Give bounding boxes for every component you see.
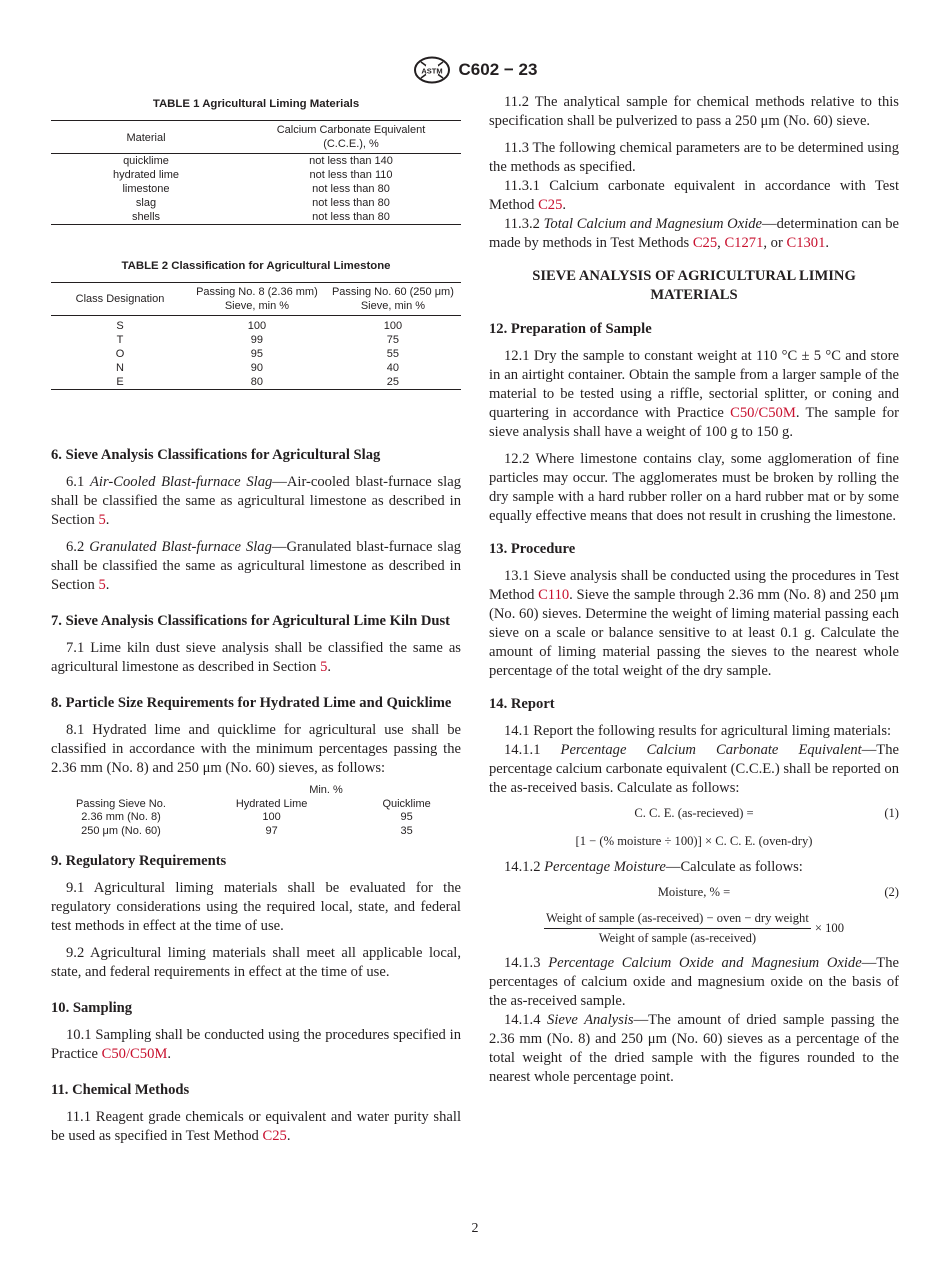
- para-9-1: 9.1 Agricultural liming materials shall be evaluated for the regulatory considerations using the required local, state, and federal test methods in effect at the time of use.: [51, 880, 461, 934]
- section10-heading: 10. Sampling: [51, 1000, 133, 1016]
- table-cell: quicklime: [123, 155, 169, 167]
- para-11-2: 11.2 The analytical sample for chemical methods relative to this specification shall be pulverized to pass a 250 μm (No. 60) sieve.: [489, 94, 899, 129]
- table-cell: 55: [386, 348, 400, 360]
- table-row: [51, 825, 461, 839]
- para-14-1-2: 14.1.2 Percentage Moisture—Calculate as follows:: [504, 859, 803, 875]
- para-8-1: 8.1 Hydrated lime and quicklime for agricultural use shall be classified in accordance with the minimum percentages passing the 2.36 mm (No. 8) and 250 μm (No. 60) sieves, as follows:: [51, 722, 461, 776]
- table-cell: not less than 80: [312, 183, 390, 195]
- section11-heading: 11. Chemical Methods: [51, 1082, 190, 1098]
- table-cell: 2.36 mm (No. 8): [81, 811, 161, 823]
- header-passing-sieve: Passing Sieve No.: [76, 797, 166, 810]
- c1301-link[interactable]: C1301: [786, 235, 826, 251]
- c110-link[interactable]: C110: [538, 587, 570, 603]
- equation-2-fraction-row: [489, 911, 899, 949]
- equation-1-rhs: [1 − (% moisture ÷ 100)] × C. C. E. (oven-dry): [575, 834, 813, 848]
- section-5-link[interactable]: 5: [98, 512, 106, 528]
- para-14-1-1: 14.1.1 Percentage Calcium Carbonate Equivalent—The percentage calcium carbonate equivalent (C.C.E.) shall be reported on the as-received basis. Calculate as follows:: [489, 742, 899, 796]
- section-5-link[interactable]: 5: [320, 659, 328, 675]
- table-row: [51, 182, 461, 196]
- table2: [51, 282, 461, 390]
- right-column: [489, 93, 899, 1087]
- table-cell: 97: [265, 824, 278, 837]
- table-row: [51, 154, 461, 169]
- table-row: [51, 361, 461, 375]
- para-12-1: 12.1 Dry the sample to constant weight at 110 °C ± 5 °C and store in an airtight container. Obtain the sample from a larger sample of the material to be tested using a riffle, sectorial splitter, or coning and quartering in accordance with Practice C50/C50M. The sample for sieve analysis shall have a weight of 100 g to 150 g.: [489, 348, 900, 440]
- c50-link[interactable]: C50/C50M: [730, 405, 796, 421]
- c1271-link[interactable]: C1271: [724, 235, 764, 251]
- table2-header-no8-unit: Sieve, min %: [224, 300, 290, 312]
- table-cell: 90: [250, 362, 264, 374]
- para-7-1: 7.1 Lime kiln dust sieve analysis shall be classified the same as agricultural limestone as described in Section 5.: [51, 640, 461, 675]
- para-14-1: 14.1 Report the following results for agricultural liming materials:: [504, 723, 892, 739]
- equation-2: [489, 883, 899, 905]
- header-quicklime: Quicklime: [382, 797, 431, 810]
- table-cell: 75: [386, 334, 400, 346]
- svg-text:ASTM: ASTM: [420, 66, 443, 76]
- section8-heading: 8. Particle Size Requirements for Hydrated Lime and Quicklime: [51, 695, 452, 711]
- equation-2-denominator: Weight of sample (as-received): [598, 931, 757, 945]
- table2-header-no60: Passing No. 60 (250 μm): [331, 286, 454, 298]
- table2-header-class: Class Designation: [75, 293, 165, 305]
- c25-link[interactable]: C25: [692, 235, 718, 251]
- table-cell: N: [116, 362, 124, 374]
- table-cell: 80: [250, 376, 264, 388]
- para-11-3-2: 11.3.2 Total Calcium and Magnesium Oxide—determination can be made by methods in Test Methods C25, C1271, or C1301.: [489, 216, 900, 251]
- table-cell: slag: [135, 197, 157, 209]
- table-hydrated-quicklime: [51, 784, 461, 838]
- table-cell: 100: [262, 811, 281, 823]
- table-cell: not less than 80: [312, 211, 390, 223]
- para-6-2: 6.2 Granulated Blast-furnace Slag—Granulated blast-furnace slag shall be classified the same as agricultural limestone as described in Section 5.: [51, 539, 461, 593]
- para-10-1: 10.1 Sampling shall be conducted using the procedures specified in Practice C50/C50M.: [51, 1027, 461, 1062]
- equation-1: [489, 804, 899, 826]
- c50-link[interactable]: C50/C50M: [101, 1046, 168, 1062]
- table-cell: 250 μm (No. 60): [81, 824, 161, 837]
- equation-1-rhs-row: [489, 832, 899, 854]
- table1-header-material: Material: [126, 132, 166, 144]
- c25-link[interactable]: C25: [538, 197, 563, 213]
- table-row: [51, 347, 461, 361]
- table-cell: 99: [250, 334, 264, 346]
- table-row: [51, 375, 461, 390]
- section6-heading: 6. Sieve Analysis Classifications for Agricultural Slag: [51, 447, 381, 463]
- para-11-1: 11.1 Reagent grade chemicals or equivalent and water purity shall be used as specified in Test Method C25.: [51, 1109, 461, 1144]
- para-11-3-1: 11.3.1 Calcium carbonate equivalent in accordance with Test Method C25.: [489, 178, 899, 213]
- para-9-2: 9.2 Agricultural liming materials shall meet all applicable local, state, and federal requirements in effect at the time of use.: [51, 945, 461, 980]
- para-11-3: 11.3 The following chemical parameters are to be determined using the methods as specified.: [489, 140, 899, 175]
- designation: C602 − 23: [458, 60, 538, 79]
- table-cell: 95: [250, 348, 264, 360]
- equation-2-number: (2): [884, 885, 899, 899]
- section12-heading: 12. Preparation of Sample: [489, 321, 652, 337]
- table-cell: limestone: [122, 183, 170, 195]
- table-row: [51, 316, 461, 334]
- table2-caption: TABLE 2 Classification for Agricultural Limestone: [121, 260, 391, 272]
- page-number: 2: [471, 1221, 479, 1236]
- para-12-2: 12.2 Where limestone contains clay, some agglomeration of fine particles may occur. The agglomerates must be broken by rolling the dry sample with a hard rubber roller on a hard rubber mat or by some equally effective means that does not result in crushing the limestone.: [489, 451, 899, 524]
- table-cell: 35: [400, 824, 413, 837]
- astm-logo-icon: [413, 56, 451, 84]
- table-cell: 100: [247, 320, 267, 332]
- equation-2-numerator: Weight of sample (as-received) − oven − dry weight: [544, 911, 811, 929]
- table-row: [51, 333, 461, 347]
- table-cell: 100: [383, 320, 403, 332]
- para-14-1-4: 14.1.4 Sieve Analysis—The amount of dried sample passing the 2.36 mm (No. 8) and 250 μm (No. 60) sieves as a percentage of the total weight of the dried sample with the figures rounded to the nearest whole percentage point.: [489, 1012, 899, 1085]
- table-cell: 95: [400, 811, 413, 823]
- section-5-link[interactable]: 5: [98, 577, 106, 593]
- table-cell: O: [115, 348, 125, 360]
- equation-2-fraction: [544, 911, 811, 946]
- section14-heading: 14. Report: [489, 696, 555, 712]
- table-row: [51, 210, 461, 225]
- table-cell: T: [116, 334, 124, 346]
- table-cell: not less than 110: [309, 169, 393, 181]
- table-cell: hydrated lime: [112, 169, 180, 181]
- table1-header-cce-unit: (C.C.E.), %: [323, 138, 379, 150]
- table1: [51, 120, 461, 225]
- table-cell: shells: [131, 211, 161, 223]
- table-cell: 25: [386, 376, 400, 388]
- equation-2-lhs: Moisture, % =: [657, 885, 731, 899]
- table-row: [51, 811, 461, 825]
- para-13-1: 13.1 Sieve analysis shall be conducted using the procedures in Test Method C110. Sieve the sample through 2.36 mm (No. 8) and 250 μm (No. 60) sieves. Determine the weight of liming material passing each sieve on a scale or balance sensitive to at least 0.1 g. Calculate the amount of liming material passing the sieves to the nearest whole percentage of the total weight of the dry sample.: [489, 568, 899, 679]
- table-cell: not less than 80: [312, 197, 390, 209]
- table-cell: 40: [386, 362, 400, 374]
- equation-1-number: (1): [884, 806, 899, 820]
- table-cell: S: [116, 320, 124, 332]
- equation-1-lhs: C. C. E. (as-recieved) =: [634, 806, 754, 820]
- table1-caption: TABLE 1 Agricultural Liming Materials: [152, 98, 360, 110]
- table2-header-no8: Passing No. 8 (2.36 mm): [196, 286, 318, 298]
- table-row: [51, 168, 461, 182]
- table-cell: not less than 140: [309, 155, 393, 167]
- section7-heading: 7. Sieve Analysis Classifications for Agricultural Lime Kiln Dust: [51, 613, 451, 629]
- table-row: [51, 196, 461, 210]
- para-14-1-3: 14.1.3 Percentage Calcium Oxide and Magnesium Oxide—The percentages of calcium oxide and magnesium oxide on the basis of the as-received sample.: [489, 955, 899, 1009]
- min-percent-header: Min. %: [309, 784, 343, 796]
- page-header: [0, 56, 950, 84]
- c25-link[interactable]: C25: [262, 1128, 287, 1144]
- section13-heading: 13. Procedure: [489, 541, 576, 557]
- left-column: [51, 92, 461, 1146]
- section9-heading: 9. Regulatory Requirements: [51, 853, 227, 869]
- table1-header-cce: Calcium Carbonate Equivalent: [276, 124, 426, 136]
- sieve-analysis-title: SIEVE ANALYSIS OF AGRICULTURAL LIMING MATERIALS: [532, 268, 856, 303]
- equation-2-multiplier: × 100: [814, 921, 845, 935]
- para-6-1: 6.1 Air-Cooled Blast-furnace Slag—Air-cooled blast-furnace slag shall be classified the same as agricultural limestone as described in Section 5.: [51, 474, 461, 528]
- header-hydrated-lime: Hydrated Lime: [235, 797, 308, 810]
- table-cell: E: [116, 376, 124, 388]
- table2-header-no60-unit: Sieve, min %: [360, 300, 426, 312]
